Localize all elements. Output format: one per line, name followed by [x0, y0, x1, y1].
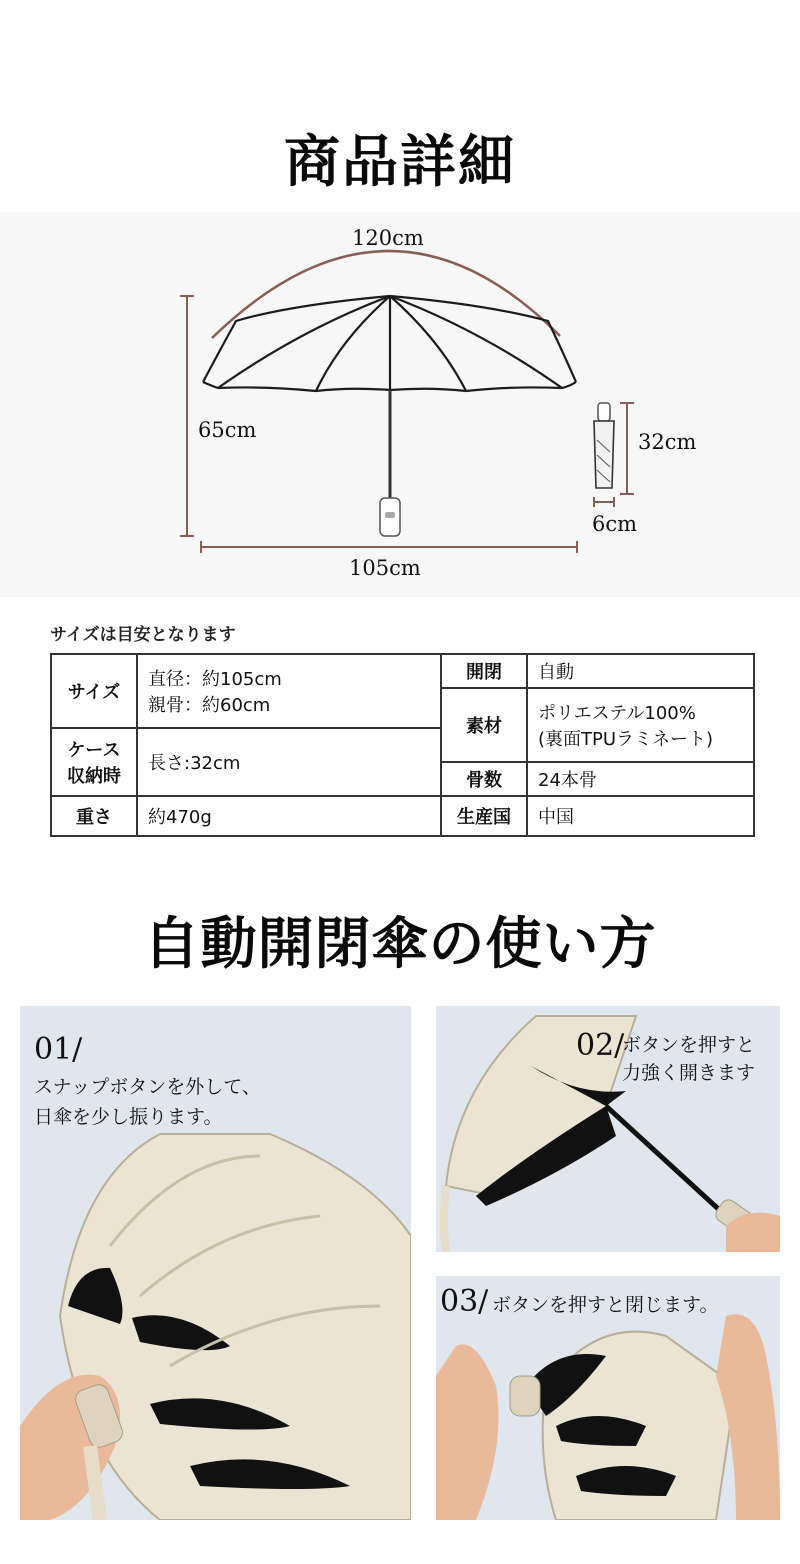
open-value: 自動 — [538, 662, 574, 683]
case-label-cell — [51, 728, 137, 796]
step-02-text-line2: 力強く開きます — [622, 1062, 756, 1084]
weight-value: 約470g — [148, 807, 212, 828]
height-label: 65cm — [198, 418, 257, 442]
folded-width-label: 6cm — [592, 512, 638, 536]
step-01-text-line2: 日傘を少し振ります。 — [34, 1106, 223, 1128]
step-01-text-line1: スナップボタンを外して、 — [34, 1076, 261, 1098]
spec-table — [50, 653, 755, 837]
case-value: 長さ:32cm — [148, 753, 241, 774]
ribs-value: 24本骨 — [538, 770, 597, 791]
step-03-text-line1: ボタンを押すと閉じます。 — [492, 1294, 719, 1316]
ribs-value-cell — [527, 762, 754, 796]
step-02-photo — [436, 1006, 780, 1252]
material-value-main: ポリエステル100% — [538, 703, 696, 724]
folded-umbrella — [594, 403, 614, 488]
material-label: 素材 — [466, 716, 502, 737]
case-value-cell — [137, 728, 441, 796]
case-label-line2: 収納時 — [67, 766, 121, 787]
origin-value: 中国 — [538, 807, 574, 828]
ribs-label-cell — [441, 762, 527, 796]
span-label: 120cm — [352, 226, 424, 250]
case-label-line1: ケース — [67, 740, 121, 761]
origin-label-cell — [441, 796, 527, 836]
origin-value-cell — [527, 796, 754, 836]
step-03-number: 03/ — [440, 1284, 489, 1319]
dimension-diagram — [0, 212, 800, 597]
weight-label-cell — [51, 796, 137, 836]
open-label: 開閉 — [466, 662, 502, 683]
step-03-photo — [436, 1276, 780, 1520]
detail-title: 商品詳細 — [284, 129, 516, 195]
span-arc — [212, 251, 560, 338]
ribs-label: 骨数 — [466, 770, 502, 791]
umbrella-diagram — [0, 212, 800, 597]
size-label-cell — [51, 654, 137, 728]
weight-value-cell — [137, 796, 441, 836]
material-label-cell — [441, 688, 527, 762]
step-01-photo — [20, 1006, 411, 1520]
diameter-label: 105cm — [349, 556, 421, 580]
folded-length-label: 32cm — [638, 430, 697, 454]
size-label: サイズ — [67, 682, 121, 703]
material-value-cell — [527, 688, 754, 762]
step-01-number: 01/ — [34, 1032, 83, 1067]
origin-label: 生産国 — [457, 807, 511, 828]
open-value-cell — [527, 654, 754, 688]
open-label-cell — [441, 654, 527, 688]
size-value-rib: 親骨：約60cm — [148, 695, 271, 716]
step-02-number: 02/ — [576, 1028, 625, 1063]
material-value-sub: (裏面TPUラミネート) — [538, 729, 714, 750]
weight-label: 重さ — [76, 807, 112, 828]
umbrella-canopy — [203, 296, 576, 391]
size-value-diameter: 直径：約105cm — [148, 669, 282, 690]
size-note: サイズは目安となります — [50, 625, 236, 645]
howto-title: 自動開閉傘の使い方 — [143, 911, 657, 977]
size-value-cell — [137, 654, 441, 728]
step-02-text-line1: ボタンを押すと — [622, 1034, 756, 1056]
